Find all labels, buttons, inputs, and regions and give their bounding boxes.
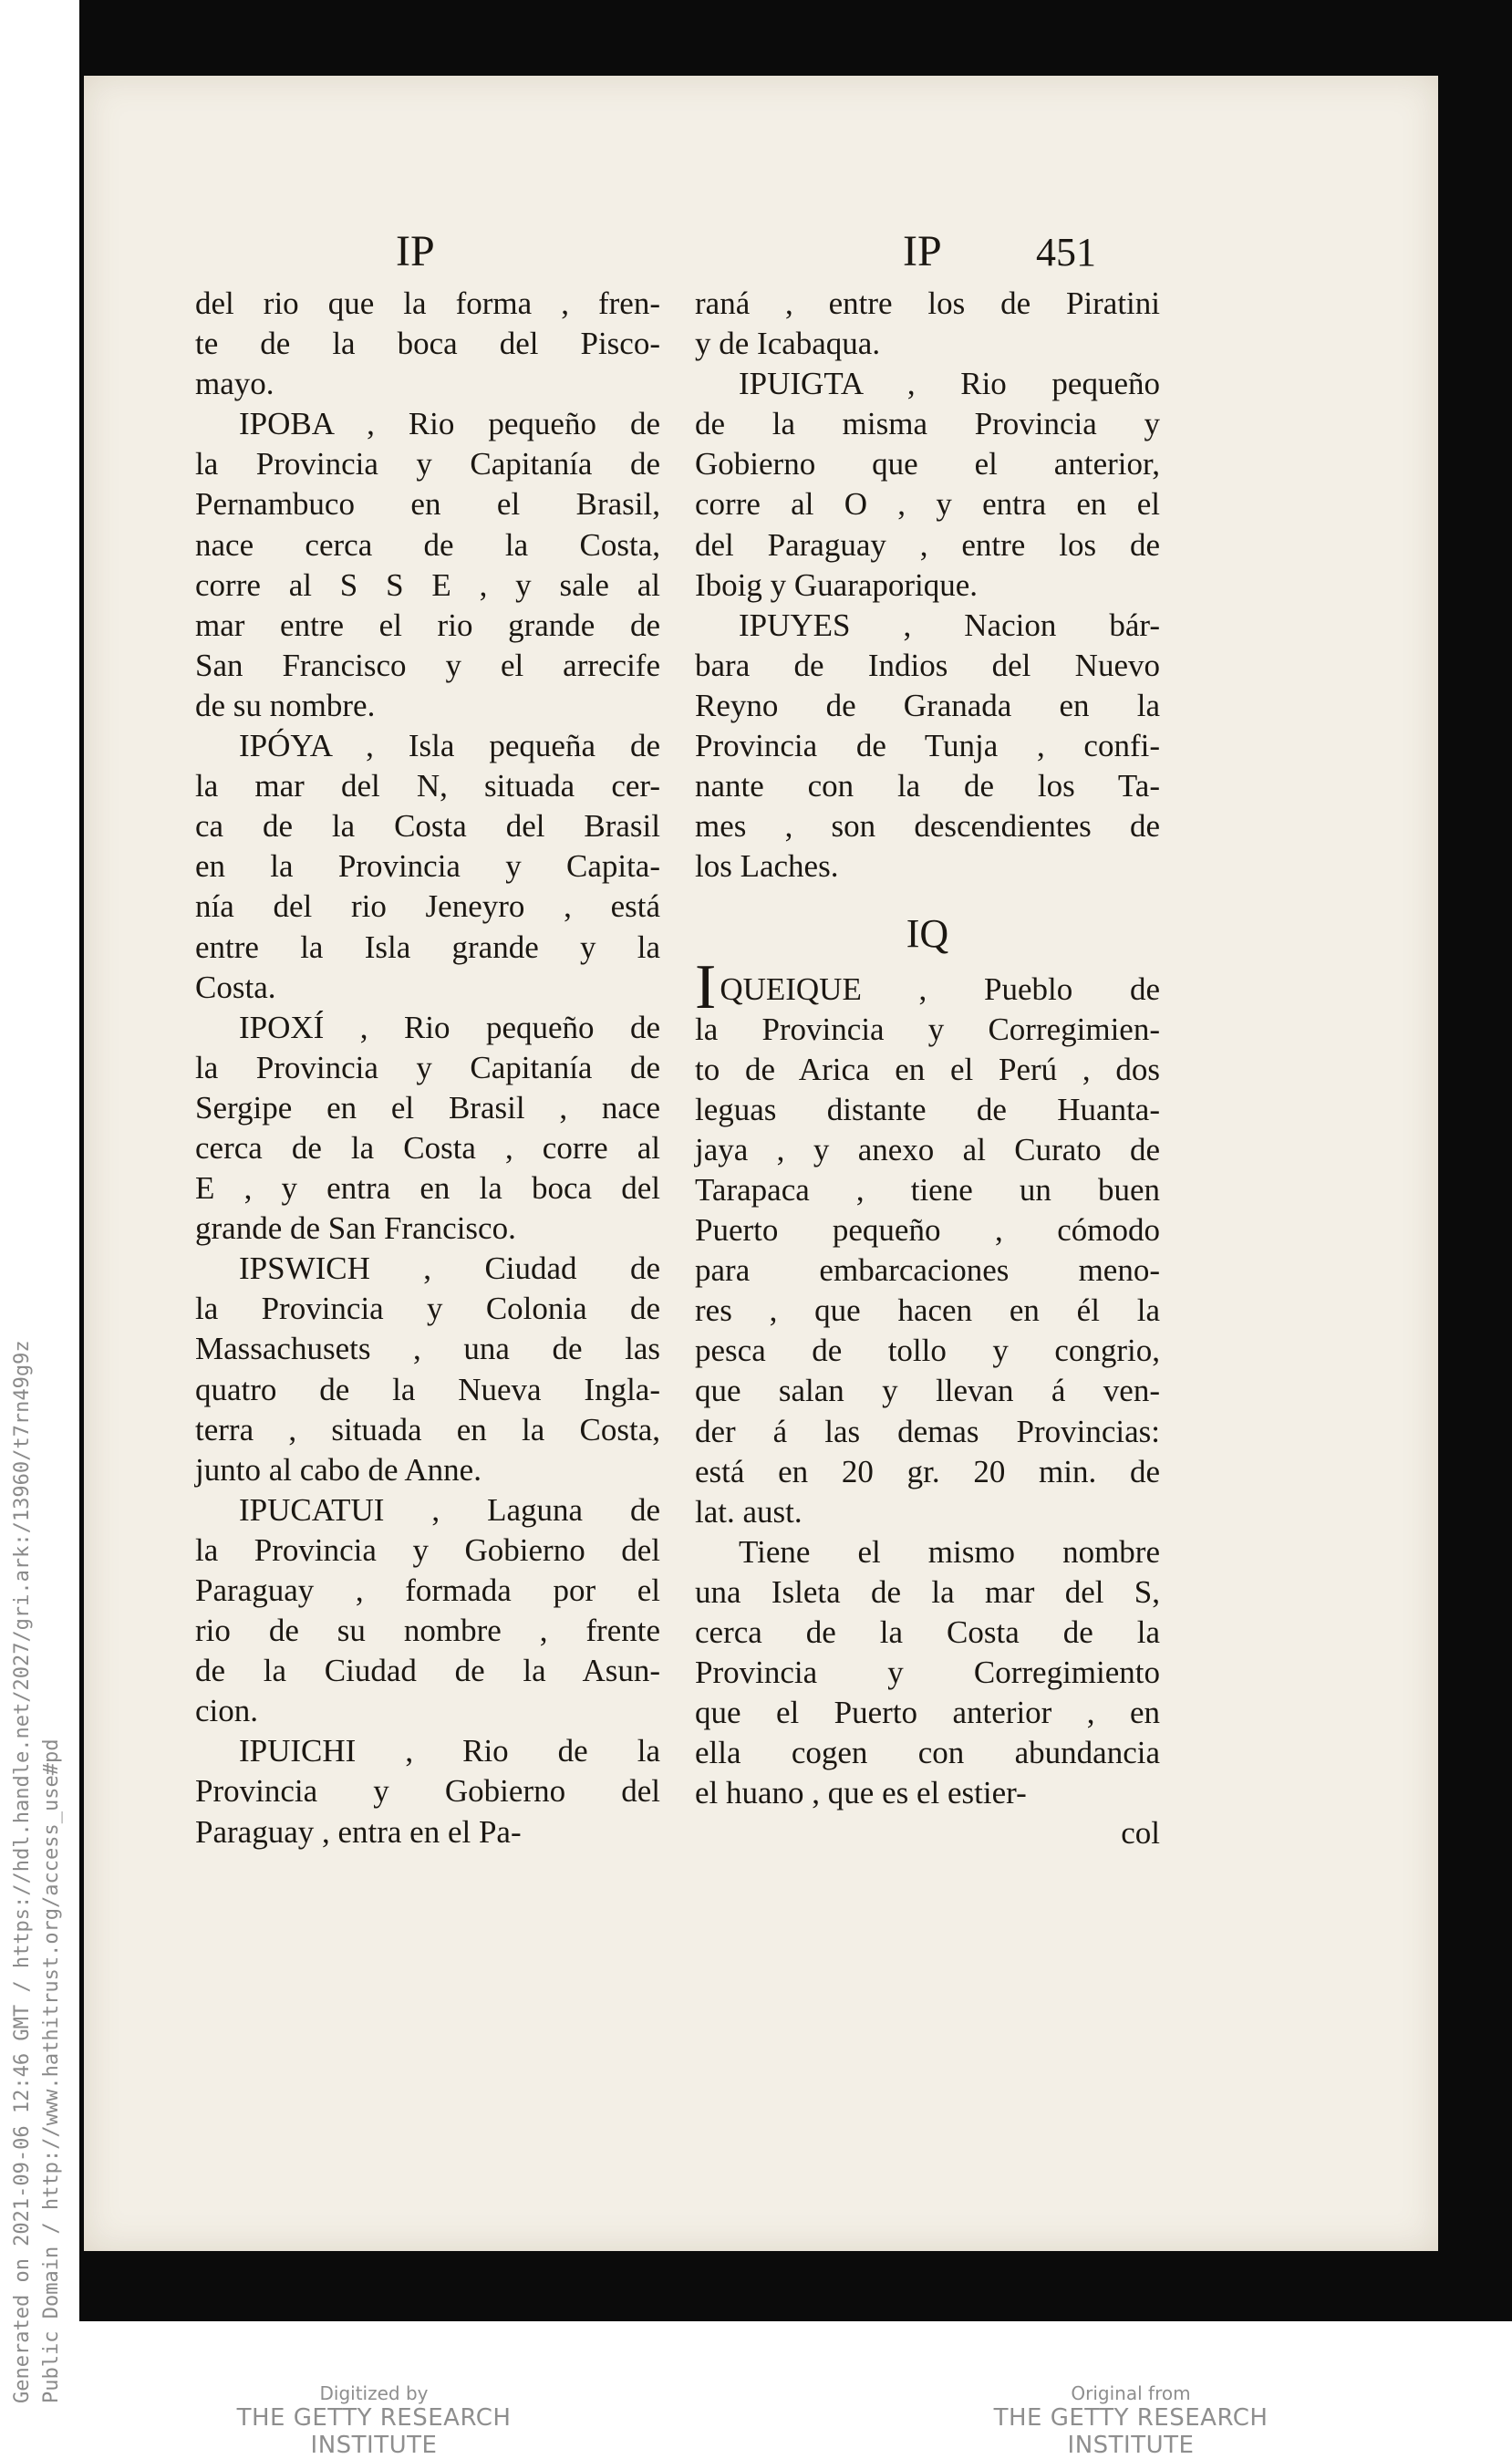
text-line: el huano , que es el estier- — [695, 1775, 1027, 1811]
text-line: del Paraguay , entre los de — [695, 526, 1160, 563]
text-line: IPUCATUI , Laguna de — [239, 1491, 660, 1528]
text-line: junto al cabo de Anne. — [195, 1451, 482, 1488]
right-column-top — [695, 284, 1160, 887]
text-line: de la misma Provincia y — [695, 406, 1160, 442]
text-line: Puerto pequeño , cómodo — [695, 1212, 1160, 1249]
text-line: Provincia y Corregimiento — [695, 1655, 1160, 1691]
text-line: E , y entra en la boca del — [195, 1170, 660, 1207]
text-line: Provincia y Gobierno del — [195, 1773, 660, 1810]
text-line: la Provincia y Corregimien- — [695, 1011, 1160, 1047]
text-line: Tiene el mismo nombre — [739, 1533, 1160, 1570]
book-page — [84, 76, 1438, 2251]
text-line: de su nombre. — [195, 687, 376, 723]
text-line: en la Provincia y Capita- — [195, 848, 660, 885]
watermark-line-1: Generated on 2021-09-06 12:46 GMT / https://hdl.handle.net/2027/gri.ark:/13960/t7rn49g9z — [11, 1340, 34, 2403]
text-line: la Provincia y Capitanía de — [195, 446, 660, 482]
text-line: la mar del N, situada cer- — [195, 768, 660, 804]
text-line: entre la Isla grande y la — [195, 929, 660, 965]
right-column — [695, 284, 1160, 1854]
text-line: Reyno de Granada en la — [695, 687, 1160, 723]
text-line: nante con la de los Ta- — [695, 768, 1160, 804]
running-head-right: IP — [903, 227, 942, 275]
text-line: cerca de la Costa , corre al — [195, 1129, 660, 1166]
text-line: rio de su nombre , frente — [195, 1613, 660, 1649]
text-line: los Laches. — [695, 848, 839, 885]
page-number: 451 — [1036, 230, 1096, 275]
text-line: to de Arica en el Perú , dos — [695, 1051, 1160, 1087]
catchword: col — [1121, 1815, 1160, 1852]
text-line: Iboig y Guaraporique. — [695, 566, 979, 603]
right-column-bottom — [695, 951, 1160, 1814]
text-line: Sergipe en el Brasil , nace — [195, 1089, 660, 1126]
text-line: quatro de la Nueva Ingla- — [195, 1371, 660, 1407]
text-line: mar entre el rio grande de — [195, 607, 660, 643]
text-line: la Provincia y Gobierno del — [195, 1531, 660, 1568]
text-line: pesca de tollo y congrio, — [695, 1333, 1160, 1369]
running-head-left: IP — [396, 227, 435, 275]
text-line: cion. — [195, 1693, 259, 1729]
footer-original-from — [930, 2382, 1331, 2459]
text-line: Paraguay , entra en el Pa- — [195, 1813, 522, 1850]
drop-cap: I — [695, 951, 717, 1022]
text-line: está en 20 gr. 20 min. de — [695, 1453, 1160, 1489]
text-line: la Provincia y Colonia de — [195, 1291, 660, 1327]
text-line: IPÓYA , Isla pequeña de — [239, 728, 660, 764]
text-line: bara de Indios del Nuevo — [695, 647, 1160, 683]
footer-left-caption: Digitized by — [319, 2382, 429, 2404]
text-line: ca de la Costa del Brasil — [195, 808, 660, 845]
text-line: una Isleta de la mar del S, — [695, 1573, 1160, 1610]
text-line: res , que hacen en él la — [695, 1292, 1160, 1329]
text-line: cerca de la Costa de la — [695, 1614, 1160, 1650]
text-line: que el Puerto anterior , en — [695, 1695, 1160, 1731]
text-line: y de Icabaqua. — [695, 326, 881, 362]
footer-right-institution: THE GETTY RESEARCH INSTITUTE — [993, 2404, 1269, 2459]
text-line: Pernambuco en el Brasil, — [195, 486, 660, 523]
text-line: Paraguay , formada por el — [195, 1572, 660, 1608]
text-line: de la Ciudad de la Asun- — [195, 1653, 660, 1689]
text-line: IPSWICH , Ciudad de — [239, 1250, 660, 1287]
text-line: Provincia de Tunja , confi- — [695, 728, 1160, 764]
text-line: raná , entre los de Piratini — [695, 285, 1160, 321]
text-line: te de la boca del Pisco- — [195, 326, 660, 362]
left-column — [195, 284, 660, 1852]
text-line: Massachusets , una de las — [195, 1331, 660, 1367]
text-line: grande de San Francisco. — [195, 1210, 516, 1247]
text-line: que salan y llevan á ven- — [695, 1373, 1160, 1409]
text-line: corre al O , y entra en el — [695, 486, 1160, 523]
access-watermark — [0, 1218, 79, 2403]
text-line: mes , son descendientes de — [695, 808, 1160, 845]
text-line: lat. aust. — [695, 1493, 803, 1530]
text-line: nía del rio Jeneyro , está — [195, 888, 660, 925]
text-line: IPUIGTA , Rio pequeño — [739, 366, 1160, 402]
text-line: San Francisco y el arrecife — [195, 647, 660, 683]
watermark-line-2: Public Domain / http://www.hathitrust.org/access_use#pd — [40, 1738, 63, 2403]
section-heading: IQ — [906, 911, 949, 957]
footer-right-caption: Original from — [1071, 2382, 1191, 2404]
text-line: terra , situada en la Costa, — [195, 1411, 660, 1447]
text-line: Gobierno que el anterior, — [695, 446, 1160, 482]
text-line: der á las demas Provincias: — [695, 1413, 1160, 1449]
text-line: la Provincia y Capitanía de — [195, 1049, 660, 1085]
footer-left-institution: THE GETTY RESEARCH INSTITUTE — [236, 2404, 512, 2459]
text-line: QUEIQUE , Pueblo de — [720, 970, 1160, 1007]
text-line: IPUICHI , Rio de la — [239, 1733, 660, 1769]
text-line: Tarapaca , tiene un buen — [695, 1171, 1160, 1208]
text-line: IPUYES , Nacion bár- — [739, 607, 1160, 643]
text-line: Costa. — [195, 969, 276, 1005]
text-line: nace cerca de la Costa, — [195, 526, 660, 563]
text-line: IPOBA , Rio pequeño de — [239, 406, 660, 442]
footer-digitized-by — [173, 2382, 575, 2459]
text-line: mayo. — [195, 366, 274, 402]
text-line: jaya , y anexo al Curato de — [695, 1131, 1160, 1167]
text-line: ella cogen con abundancia — [695, 1735, 1160, 1771]
text-line: IPOXÍ , Rio pequeño de — [239, 1009, 660, 1045]
text-line: del rio que la forma , fren- — [195, 285, 660, 321]
text-line: corre al S S E , y sale al — [195, 566, 660, 603]
text-line: para embarcaciones meno- — [695, 1252, 1160, 1289]
text-line: leguas distante de Huanta- — [695, 1091, 1160, 1127]
